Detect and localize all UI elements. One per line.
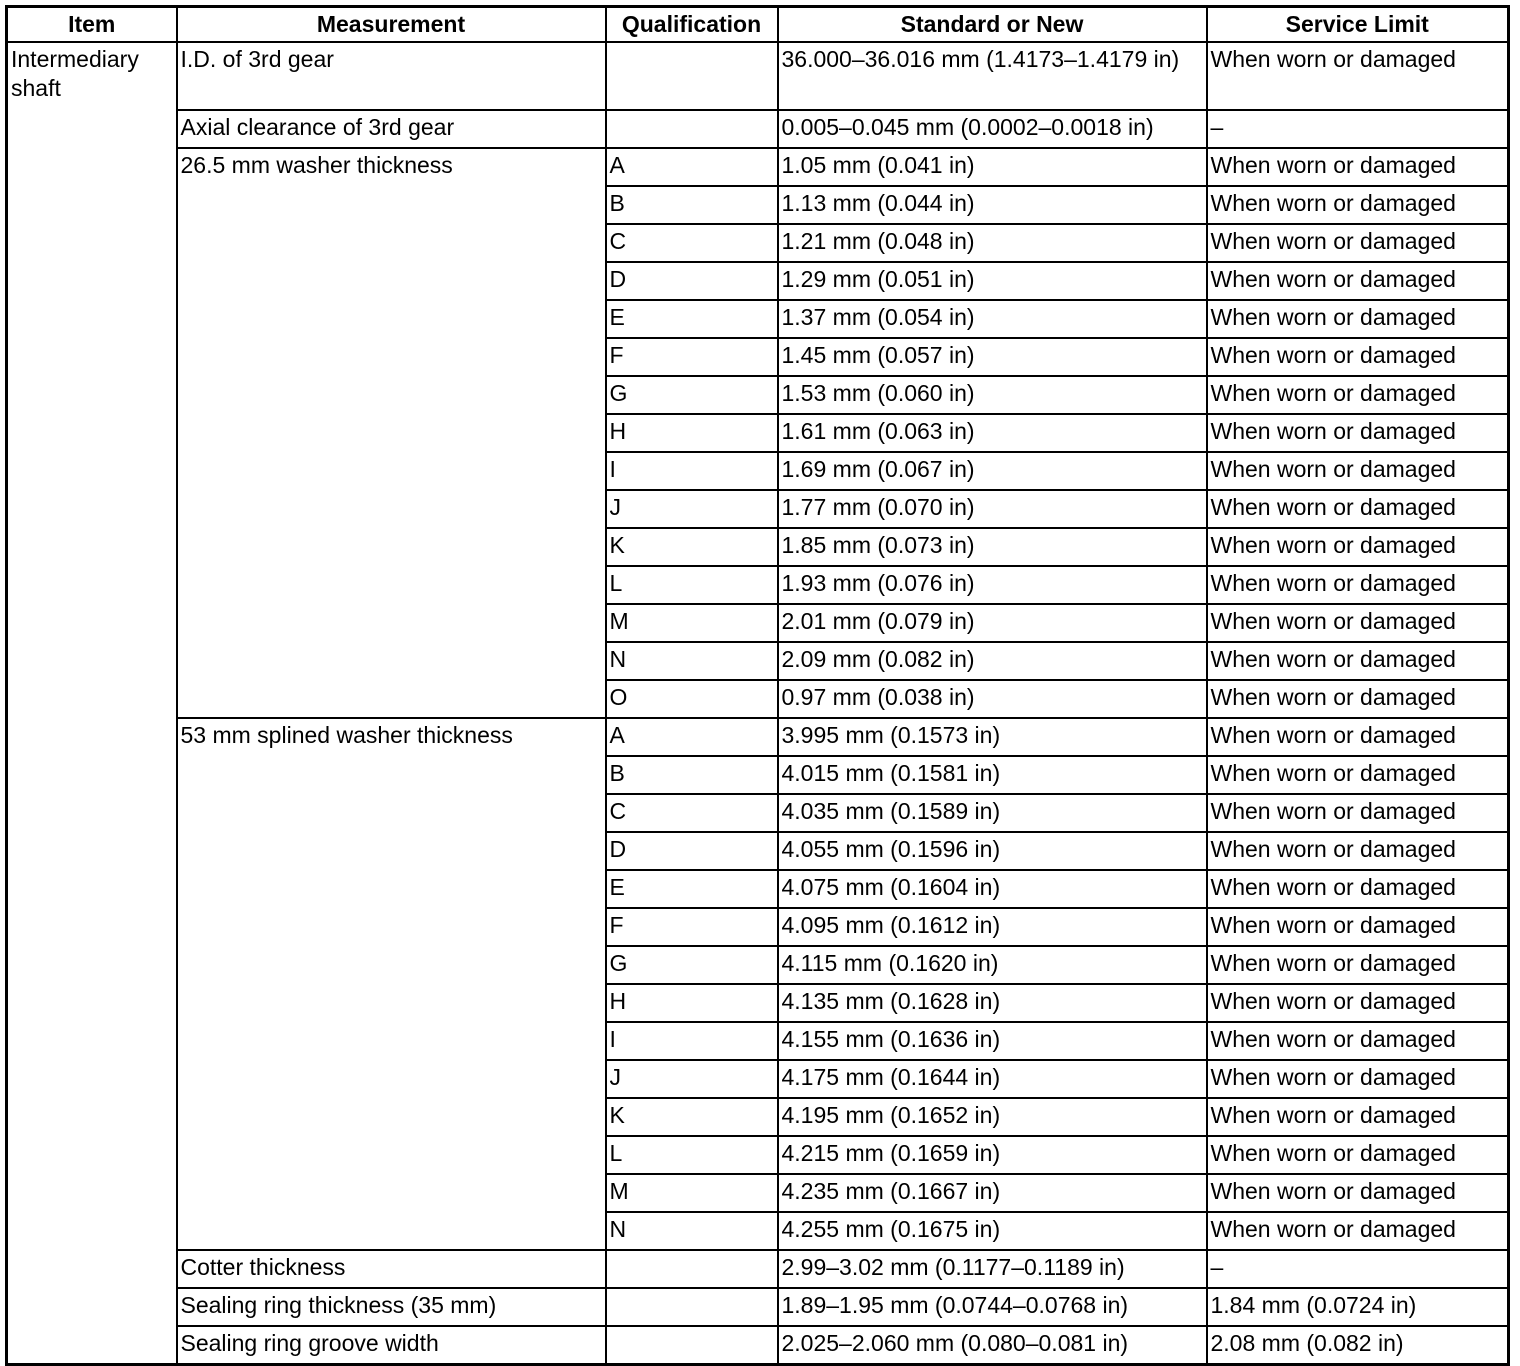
header-standard: Standard or New <box>778 7 1207 43</box>
standard-cell: 1.53 mm (0.060 in) <box>778 376 1207 414</box>
table-row <box>7 148 1509 186</box>
qualification-cell: A <box>606 148 778 186</box>
qualification-cell: N <box>606 642 778 680</box>
qualification-cell: B <box>606 756 778 794</box>
qualification-cell: K <box>606 1098 778 1136</box>
service-limit-cell: When worn or damaged <box>1207 832 1509 870</box>
qualification-cell: F <box>606 338 778 376</box>
qualification-cell: J <box>606 1060 778 1098</box>
qualification-cell: C <box>606 224 778 262</box>
service-limit-cell: When worn or damaged <box>1207 338 1509 376</box>
qualification-cell: I <box>606 1022 778 1060</box>
header-item: Item <box>7 7 177 43</box>
service-limit-cell: When worn or damaged <box>1207 642 1509 680</box>
standard-cell: 4.055 mm (0.1596 in) <box>778 832 1207 870</box>
service-limit-cell: When worn or damaged <box>1207 718 1509 756</box>
service-limit-cell: When worn or damaged <box>1207 756 1509 794</box>
qualification-cell <box>606 1250 778 1288</box>
standard-cell: 4.235 mm (0.1667 in) <box>778 1174 1207 1212</box>
standard-cell: 4.155 mm (0.1636 in) <box>778 1022 1207 1060</box>
spec-table <box>5 5 1510 1366</box>
qualification-cell: E <box>606 870 778 908</box>
qualification-cell: L <box>606 1136 778 1174</box>
service-limit-cell: – <box>1207 110 1509 148</box>
service-limit-cell: When worn or damaged <box>1207 528 1509 566</box>
qualification-cell: O <box>606 680 778 718</box>
standard-cell: 1.05 mm (0.041 in) <box>778 148 1207 186</box>
service-limit-cell: 1.84 mm (0.0724 in) <box>1207 1288 1509 1326</box>
qualification-cell: B <box>606 186 778 224</box>
measurement-cell: 53 mm splined washer thickness <box>177 718 606 1250</box>
service-limit-cell: When worn or damaged <box>1207 1174 1509 1212</box>
standard-cell: 3.995 mm (0.1573 in) <box>778 718 1207 756</box>
service-limit-cell: When worn or damaged <box>1207 376 1509 414</box>
standard-cell: 4.075 mm (0.1604 in) <box>778 870 1207 908</box>
service-limit-cell: When worn or damaged <box>1207 946 1509 984</box>
qualification-cell: K <box>606 528 778 566</box>
table-row <box>7 42 1509 110</box>
measurement-cell: Axial clearance of 3rd gear <box>177 110 606 148</box>
measurement-cell: I.D. of 3rd gear <box>177 42 606 110</box>
service-limit-cell: When worn or damaged <box>1207 490 1509 528</box>
service-limit-cell: 2.08 mm (0.082 in) <box>1207 1326 1509 1365</box>
standard-cell: 4.035 mm (0.1589 in) <box>778 794 1207 832</box>
qualification-cell: M <box>606 604 778 642</box>
service-limit-cell: When worn or damaged <box>1207 452 1509 490</box>
table-row <box>7 1288 1509 1326</box>
measurement-cell: 26.5 mm washer thickness <box>177 148 606 718</box>
standard-cell: 1.61 mm (0.063 in) <box>778 414 1207 452</box>
service-limit-cell: When worn or damaged <box>1207 1212 1509 1250</box>
service-limit-cell: When worn or damaged <box>1207 300 1509 338</box>
service-limit-cell: When worn or damaged <box>1207 42 1509 110</box>
standard-cell: 1.45 mm (0.057 in) <box>778 338 1207 376</box>
qualification-cell: L <box>606 566 778 604</box>
qualification-cell: N <box>606 1212 778 1250</box>
service-limit-cell: When worn or damaged <box>1207 262 1509 300</box>
service-limit-cell: When worn or damaged <box>1207 186 1509 224</box>
standard-cell: 1.77 mm (0.070 in) <box>778 490 1207 528</box>
standard-cell: 2.01 mm (0.079 in) <box>778 604 1207 642</box>
service-limit-cell: When worn or damaged <box>1207 870 1509 908</box>
spec-table-container <box>5 5 1510 1366</box>
service-limit-cell: When worn or damaged <box>1207 414 1509 452</box>
service-limit-cell: When worn or damaged <box>1207 1060 1509 1098</box>
service-limit-cell: – <box>1207 1250 1509 1288</box>
qualification-cell: E <box>606 300 778 338</box>
qualification-cell <box>606 1288 778 1326</box>
item-cell: Intermediary shaft <box>7 42 177 1365</box>
qualification-cell: G <box>606 946 778 984</box>
table-row <box>7 1250 1509 1288</box>
table-row <box>7 718 1509 756</box>
measurement-cell: Sealing ring groove width <box>177 1326 606 1365</box>
standard-cell: 4.095 mm (0.1612 in) <box>778 908 1207 946</box>
measurement-cell: Sealing ring thickness (35 mm) <box>177 1288 606 1326</box>
standard-cell: 2.99–3.02 mm (0.1177–0.1189 in) <box>778 1250 1207 1288</box>
standard-cell: 1.93 mm (0.076 in) <box>778 566 1207 604</box>
qualification-cell: H <box>606 414 778 452</box>
qualification-cell: M <box>606 1174 778 1212</box>
standard-cell: 4.015 mm (0.1581 in) <box>778 756 1207 794</box>
header-row <box>7 7 1509 43</box>
standard-cell: 4.115 mm (0.1620 in) <box>778 946 1207 984</box>
service-limit-cell: When worn or damaged <box>1207 680 1509 718</box>
service-limit-cell: When worn or damaged <box>1207 566 1509 604</box>
qualification-cell: G <box>606 376 778 414</box>
header-qualification: Qualification <box>606 7 778 43</box>
service-limit-cell: When worn or damaged <box>1207 1136 1509 1174</box>
qualification-cell: C <box>606 794 778 832</box>
service-limit-cell: When worn or damaged <box>1207 908 1509 946</box>
standard-cell: 1.89–1.95 mm (0.0744–0.0768 in) <box>778 1288 1207 1326</box>
qualification-cell: J <box>606 490 778 528</box>
qualification-cell: F <box>606 908 778 946</box>
qualification-cell <box>606 110 778 148</box>
standard-cell: 1.21 mm (0.048 in) <box>778 224 1207 262</box>
standard-cell: 2.025–2.060 mm (0.080–0.081 in) <box>778 1326 1207 1365</box>
header-service-limit: Service Limit <box>1207 7 1509 43</box>
standard-cell: 4.175 mm (0.1644 in) <box>778 1060 1207 1098</box>
standard-cell: 4.135 mm (0.1628 in) <box>778 984 1207 1022</box>
standard-cell: 0.97 mm (0.038 in) <box>778 680 1207 718</box>
service-limit-cell: When worn or damaged <box>1207 224 1509 262</box>
service-limit-cell: When worn or damaged <box>1207 1098 1509 1136</box>
qualification-cell: D <box>606 262 778 300</box>
qualification-cell: A <box>606 718 778 756</box>
service-limit-cell: When worn or damaged <box>1207 604 1509 642</box>
standard-cell: 1.29 mm (0.051 in) <box>778 262 1207 300</box>
qualification-cell <box>606 42 778 110</box>
service-limit-cell: When worn or damaged <box>1207 148 1509 186</box>
standard-cell: 4.215 mm (0.1659 in) <box>778 1136 1207 1174</box>
standard-cell: 2.09 mm (0.082 in) <box>778 642 1207 680</box>
standard-cell: 4.195 mm (0.1652 in) <box>778 1098 1207 1136</box>
measurement-cell: Cotter thickness <box>177 1250 606 1288</box>
qualification-cell: I <box>606 452 778 490</box>
standard-cell: 1.37 mm (0.054 in) <box>778 300 1207 338</box>
qualification-cell: D <box>606 832 778 870</box>
qualification-cell: H <box>606 984 778 1022</box>
service-limit-cell: When worn or damaged <box>1207 1022 1509 1060</box>
standard-cell: 1.13 mm (0.044 in) <box>778 186 1207 224</box>
standard-cell: 4.255 mm (0.1675 in) <box>778 1212 1207 1250</box>
standard-cell: 1.85 mm (0.073 in) <box>778 528 1207 566</box>
standard-cell: 1.69 mm (0.067 in) <box>778 452 1207 490</box>
header-measurement: Measurement <box>177 7 606 43</box>
service-limit-cell: When worn or damaged <box>1207 984 1509 1022</box>
standard-cell: 0.005–0.045 mm (0.0002–0.0018 in) <box>778 110 1207 148</box>
standard-cell: 36.000–36.016 mm (1.4173–1.4179 in) <box>778 42 1207 110</box>
service-limit-cell: When worn or damaged <box>1207 794 1509 832</box>
table-row <box>7 110 1509 148</box>
